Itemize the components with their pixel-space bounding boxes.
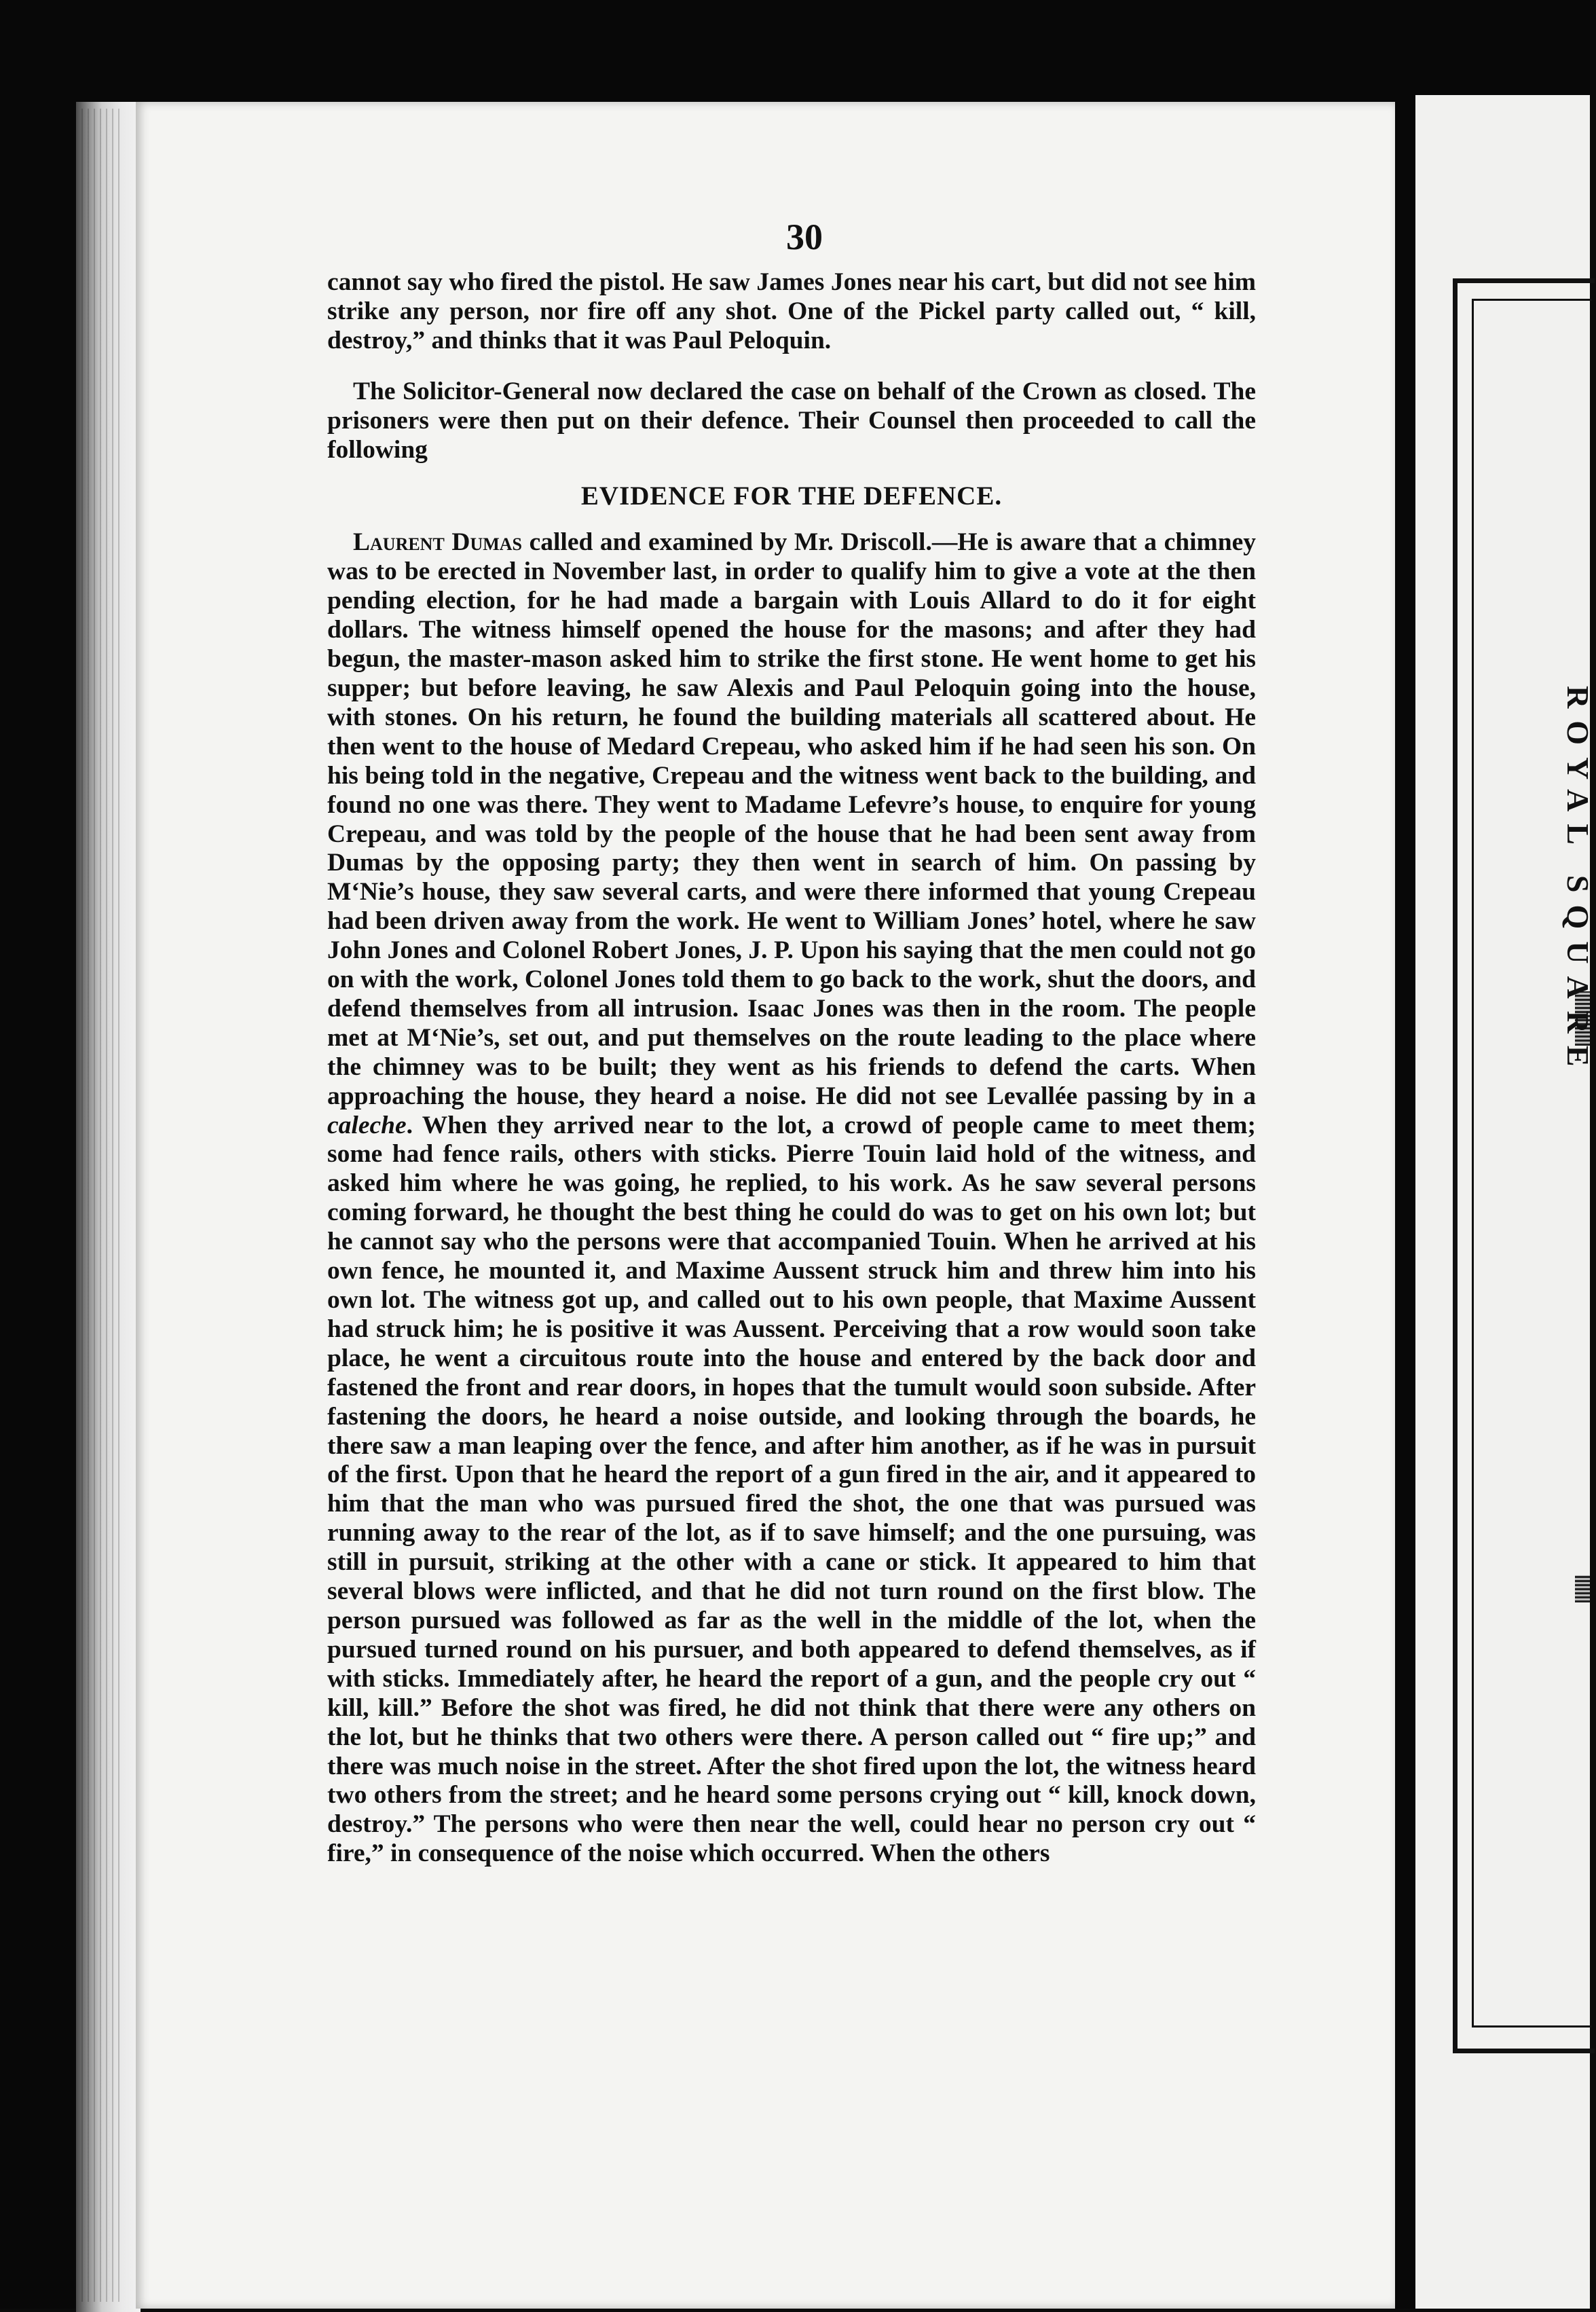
facing-page-ornament (1575, 1575, 1590, 1602)
facing-page-inner-frame (1472, 299, 1592, 2027)
page-text-block (327, 268, 1256, 1869)
facing-page-title: ROYAL SQUARE (1561, 686, 1595, 1079)
evidence-text: . When they arrived near to the lot, a crowd of people came to meet them; some had fence rails, others with sticks. Pierre Touin laid hold of the witness, and asked him where he was going, he replied, to his work. As he saw several persons coming forward, he thought the best thing he could do was to get on his own lot; but he cannot say who the persons were that accompanied Touin. When he arrived at his own fence, he mounted it, and Maxime Aussent struck him and threw him into his own lot. The witness got up, and called out to his own people, that Maxime Aussent had struck him; he is positive it was Aussent. Perceiving that a row would soon take place, he went a circuitous route into the house and entered by the back door and fastened the front and rear doors, in hopes that the tumult would soon subside. After fastening the doors, he heard a noise outside, and looking through the boards, he there saw a man leaping over the fence, and after him another, as if he was in pursuit of the first. Upon that he heard the report of a gun fired in the air, and it appeared to him that the man who was pursued fired the shot, the one that was pursued was running away to the rear of the lot, as if to save himself; and the one pursuing, was still in pursuit, striking at the other with a cane or stick. It appeared to him that several blows were inflicted, and that he did not turn round on the first blow. The person pursued was followed as far as the well in the middle of the lot, when the pursued turned round on his pursuer, and both appeared to defend themselves, as if with sticks. Immediately after, he heard the report of a gun, and the people cry out “ kill, kill.” Before the shot was fired, he did not think that there were any others on the lot, but he thinks that two others were there. A person called out “ fire up;” and there was much noise in the street. After the shot fired upon the lot, the witness heard two others from the street; and he heard some persons crying out “ kill, knock down, destroy.” The persons who were then near the well, could hear no person cry out “ fire,” in consequence of the noise which occurred. When the others (327, 1111, 1256, 1868)
intro-paragraph: cannot say who fired the pistol. He saw James Jones near his cart, but did not see him strike any person, nor fire off any shot. One of the Pickel party called out, “ kill, destroy,” and thinks that it was Paul Peloquin. (327, 268, 1256, 354)
page-number: 30 (786, 217, 823, 257)
section-heading: EVIDENCE FOR THE DEFENCE. (580, 481, 1003, 511)
witness-name: Laurent Dumas (353, 528, 523, 557)
evidence-text: called and examined by Mr. Driscoll.—He is aware that a chimney was to be erected in November last, in order to qualify him to give a vote at the then pending election, for he had made a bargain with Louis Allard to do it for eight dollars. The witness himself opened the house for the masons; and after they had begun, the master-mason asked him to strike the first stone. He went home to get his supper; but before leaving, he saw Alexis and Paul Peloquin going into the house, with stones. On his return, he found the building materials all scattered about. He then went to the house of Medard Crepeau, who asked him if he had seen his son. On his being told in the negative, Crepeau and the witness went back to the building, and found no one was there. They went to Madame Lefevre’s house, to enquire for young Crepeau, and was told by the people of the house that he had been sent away from Dumas by the opposing party; they then went in search of him. On passing by M‘Nie’s house, they saw several carts, and were there informed that young Crepeau had been driven away from the work. He went to William Jones’ hotel, where he saw John Jones and Colonel Robert Jones, J. P. Upon his saying that the men could not go on with the work, Colonel Jones told them to go back to the work, shut the doors, and defend themselves from all intrusion. Isaac Jones was then in the room. The people met at M‘Nie’s, set out, and put themselves on the route leading to the place where the chimney was to be built; they went as his friends to defend the carts. When approaching the house, they heard a noise. He did not see Levallée passing by in a (327, 528, 1257, 1110)
binding-page-edges (81, 109, 122, 2302)
solicitor-paragraph: The Solicitor-General now declared the case on behalf of the Crown as closed. The prisoners were then put on their defence. Their Counsel then proceeded to call the following (327, 377, 1256, 464)
evidence-paragraph (327, 528, 1256, 1869)
evidence-italic-word: caleche (327, 1111, 407, 1139)
